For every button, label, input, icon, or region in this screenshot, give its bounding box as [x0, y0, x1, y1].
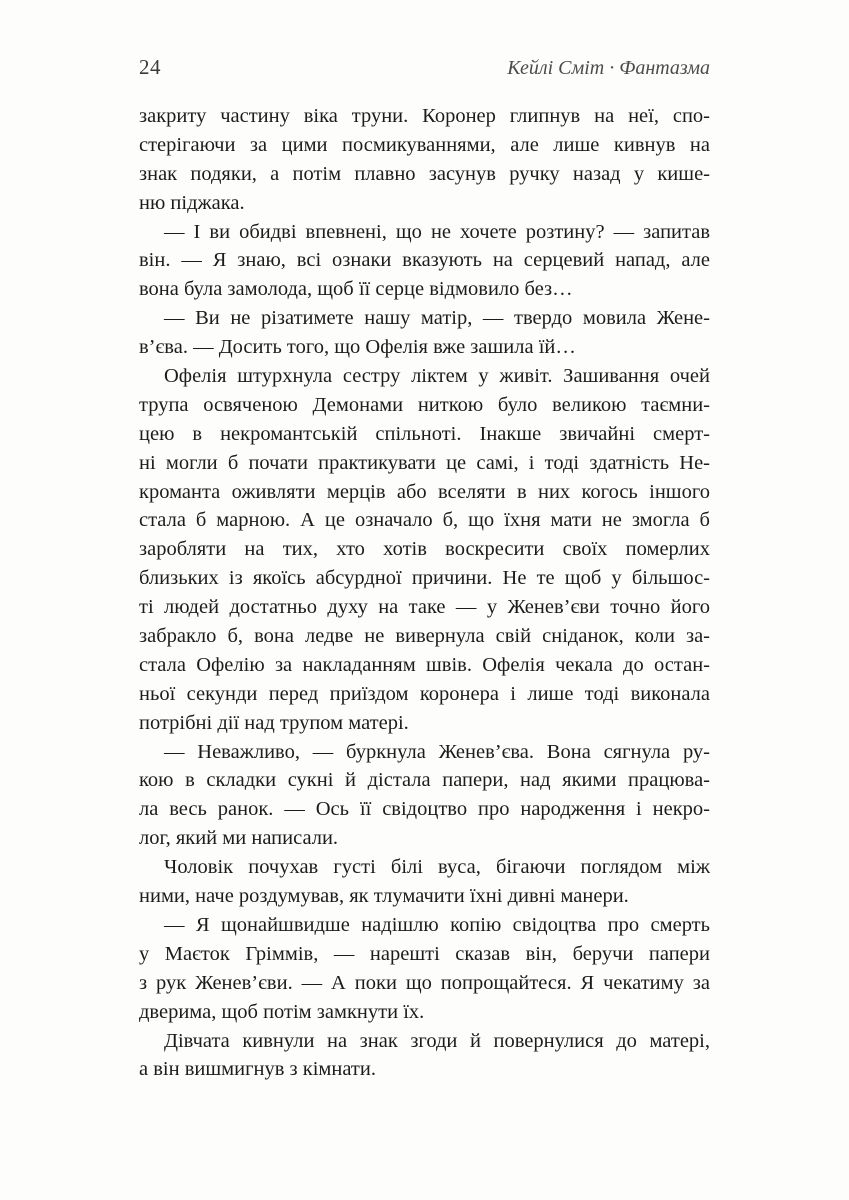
text-line: дверима, щоб потім замкнути їх. — [139, 1000, 425, 1023]
text-line: Офелія штурхнула сестру ліктем у живіт. Зашивання очей — [164, 365, 710, 388]
text-line: трупа освяченою Демонами ниткою було великою таємни- — [139, 393, 710, 416]
text-line: стала б марною. А це означало б, що їхня мати не змогла б — [139, 509, 710, 532]
text-line: — Ви не різатимете нашу матір, — твердо мовила Жене- — [164, 307, 710, 330]
text-line: — І ви обидві впевнені, що не хочете розтину? — запитав — [164, 220, 710, 243]
text-line: ні могли б почати практикувати це самі, і тоді здатність Не- — [139, 451, 710, 474]
text-line: стала Офелію за накладанням швів. Офелія чекала до остан- — [139, 653, 710, 676]
text-line: закриту частину віка труни. Коронер глипнув на неї, спо- — [139, 105, 710, 127]
page-body — [139, 102, 710, 1084]
text-line: близьких із якоїсь абсурдної причини. Не те щоб у більшос- — [139, 567, 710, 590]
text-line: знак подяки, а потім плавно засунув ручку назад у кише- — [139, 162, 710, 185]
text-line: ньої секунди перед приїздом коронера і лише тоді виконала — [139, 682, 710, 705]
text-line: Чоловік почухав густі білі вуса, бігаючи поглядом між — [164, 856, 710, 879]
text-line: ла весь ранок. — Ось її свідоцтво про народження і некро- — [139, 798, 710, 821]
text-line: заробляти на тих, хто хотів воскресити своїх померлих — [139, 538, 710, 561]
text-line: з рук Женев’єви. — А поки що попрощайтеся. Я чекатиму за — [139, 971, 710, 994]
running-header: Кейлі Сміт · Фантазма — [507, 57, 710, 79]
text-line: забракло б, вона ледве не вивернула свій сніданок, коли за- — [139, 625, 710, 648]
text-line: в’єва. — Досить того, що Офелія вже зашила їй… — [139, 336, 576, 359]
text-line: Дівчата кивнули на знак згоди й повернулися до матері, — [164, 1029, 710, 1052]
text-line: — Я щонайшвидше надішлю копію свідоцтва про смерть — [164, 913, 710, 936]
text-line: кроманта оживляти мерців або вселяти в них когось іншого — [139, 480, 710, 503]
text-line: у Маєток Гріммів, — нарешті сказав він, беручи папери — [139, 942, 710, 965]
text-line: — Неважливо, — буркнула Женев’єва. Вона сягнула ру- — [164, 740, 710, 763]
text-line: він. — Я знаю, всі ознаки вказують на серцевий напад, але — [139, 249, 710, 272]
text-line: потрібні дії над трупом матері. — [139, 711, 409, 734]
text-line: кою в складки сукні й дістала папери, над якими працюва- — [139, 769, 710, 792]
text-line: лог, який ми написали. — [139, 827, 339, 850]
page-number: 24 — [139, 55, 161, 79]
text-line: ті людей достатньо духу на таке — у Женев’єви точно його — [139, 596, 710, 619]
text-line: а він вишмигнув з кімнати. — [139, 1058, 376, 1081]
page-header — [139, 55, 710, 80]
text-line: стерігаючи за цими посмикуваннями, але лише кивнув на — [139, 133, 710, 156]
text-line: цею в некромантській спільноті. Інакше звичайні смерт- — [139, 422, 710, 445]
text-line: вона була замолода, щоб її серце відмовило без… — [139, 278, 573, 301]
text-line: ню піджака. — [139, 191, 245, 214]
text-line: ними, наче роздумував, як тлумачити їхні дивні манери. — [139, 885, 629, 908]
